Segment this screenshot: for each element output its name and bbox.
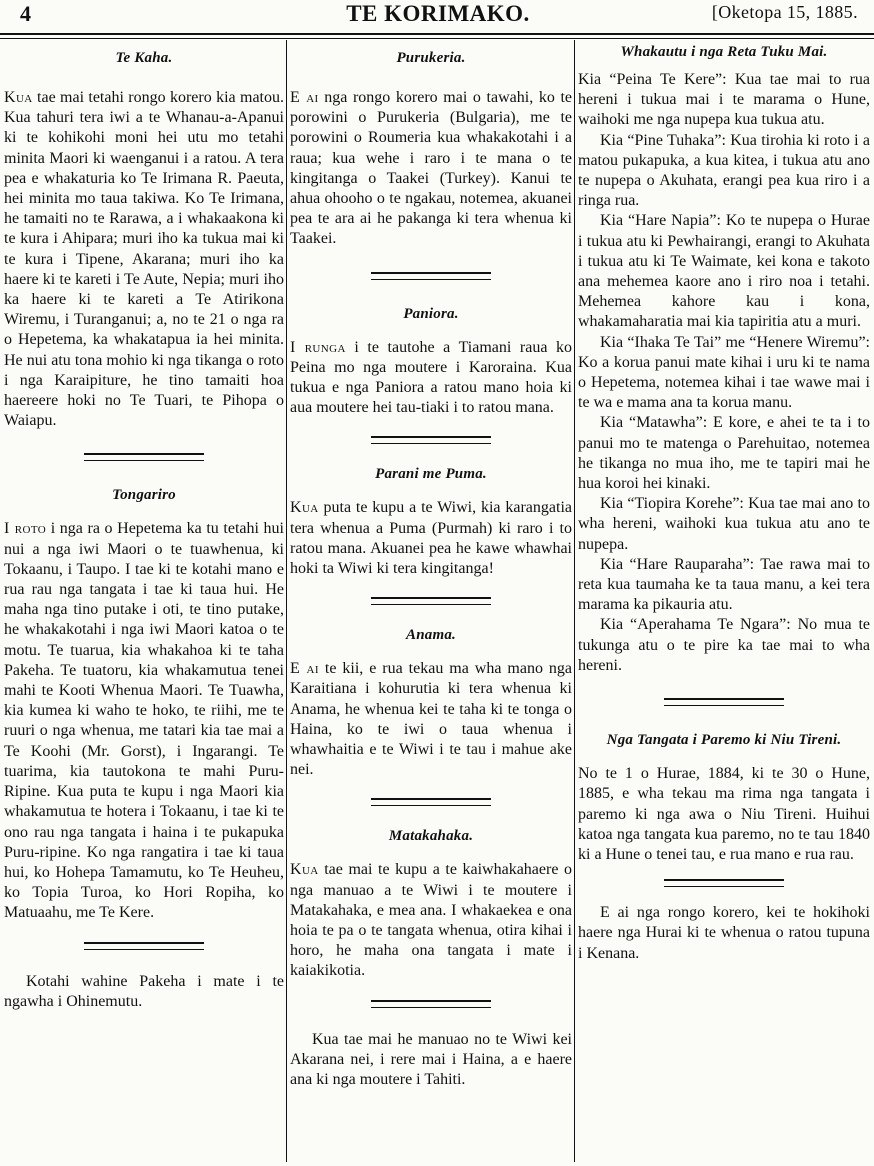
article-purukeria [290,50,572,250]
article-paragraph: Kia “Tiopira Korehe”: Kua tae mai ano to wha hereni, waihoki kua tukua atu ano te nupepa. [578,495,870,553]
article-heading: Nga Tangata i Paremo ki Niu Tireni. [606,732,842,749]
paragraph-text: nga rongo korero mai o tawahi, ko te porowini o Purukeria (Bulgaria), me te porowini o Roumeria kua whakakotahi i a raua; kua wehe i raro i te mana o te kingitanga o Taakei (Turkey). Kanui te ahua ohooho o te ngakau, notemea, akuanei pea te ara ai he pakanga ki tera whenua ki Taakei. [290,89,572,248]
article-ohinemutu [4,972,284,1012]
article-whakautu [578,44,870,676]
lead-word: I roto [4,520,47,538]
article-paragraph: Kua tae mai he manuao no te Wiwi kei Akarana nei, i rere mai i Haina, a e haere ana ki nga moutere i Tahiti. [290,1030,572,1089]
paragraph-text: puta te kupu a te Wiwi, kia karangatia tera whenua a Puma (Purmah) ki raro i to ratou mana. Akuanei pea he kawe whawhai hoki ta Wiwi ki tera kingitanga! [290,499,572,578]
article-paragraph: E ai nga rongo korero, kei te hokihoki haere nga Hurai ki te whenua o ratou tupuna i Kenana. [578,904,870,962]
article-paragraph: No te 1 o Hurae, 1884, ki te 30 o Hune, 1885, e wha tekau ma rima nga tangata i paremo ki nga awa o Niu Tireni. Huihui katoa nga tangata kua paremo, no te tau 1840 ki a Hune o tenei tau, e rua mano e rua rau. [578,765,870,863]
section-separator [84,942,204,950]
article-paragraph: Kia “Pine Tuhaka”: Kua tirohia ki roto i a matou pukapuka, a kua kitea, i tukua atu ano te nupepa o Akuhata, erangi pea kua riro i a ringa rua. [578,131,870,210]
column-middle [290,42,572,1162]
lead-word: E ai [290,660,319,678]
column-left [4,42,284,1162]
article-te-kaha [4,50,284,431]
article-paragraph [4,519,284,923]
article-paragraph: Kia “Peina Te Kere”: Kua tae mai to rua hereni i tukua mai i te marama o Hune, waihoki me nga nupepa kua tukua atu. [578,71,870,129]
article-heading: Te Kaha. [115,50,173,66]
article-anama [290,627,572,780]
paragraph-text: te kii, e rua tekau ma wha mano nga Karaitiana i kohurutia ki tera whenua ki Anama, he whenua kei te taha ki te tonga o Haina, ko te iwi o taua whenua i whawhaitia e te Wiwi i te tau i mahue ake nei. [290,660,572,779]
article-parani-me-puma [290,466,572,579]
section-separator [371,1000,491,1008]
article-heading: Purukeria. [396,50,466,66]
article-paremo [578,732,870,964]
article-paniora [290,306,572,419]
section-separator [371,436,491,444]
section-separator [371,597,491,605]
article-heading: Parani me Puma. [375,466,487,483]
lead-word: Kua [290,861,319,879]
article-heading: Paniora. [403,305,459,322]
article-paragraph: Kia “Hare Rauparaha”: Tae rawa mai to reta kua taumaha ke ta taua manu, a kei tera marama ka pikauria atu. [578,555,870,614]
article-paragraph: Kia “Hare Napia”: Ko te nupepa o Hurae i tukua atu ki Pewhairangi, erangi to Akuhata i tukua atu ki Te Waimate, kei kona e takoto ana mehemea kaore ano i riro noa i tetahi. Mehemea kahore kau i kona, whakamaharatia mai kia tapiritia atu a muri. [578,212,870,331]
article-paragraph [290,659,572,780]
paragraph-text: tae mai tetahi rongo korero kia matou. Kua tahuri tera iwi a te Whanau-a-Apanui ki te kohikohi moni hei utu mo tetahi minita Maori ki waenganui i a ratou. A tera pea e whakaturia ko Te Irimana R. Paeuta, hei minita mo taua takiwa. Ko Te Irimana, he tamaiti no te Rarawa, a i whakaakona ki te kura i Ahipara; muri iho ka tukua mai ki te kura i Tipene, Akarana; muri iho ka haere ki te kareti i Te Aute, Nepia; muri iho ka haere ki te kareti a Te Atirikona Wiremu, i Turanganui; a, no te 21 o nga ra o Hepetema, ka whakatapua ia hei minita. He nui atu tona mohio ki nga tikanga o roto i nga Karaipiture, he tino tamaiti hoa haereere hoki no Te Tuari, te Pihopa o Waiapu. [4,89,284,430]
article-paragraph [290,88,572,250]
article-heading: Whakautu i nga Reta Tuku Mai. [620,44,828,60]
article-paragraph: Kia “Ihaka Te Tai” me “Henere Wiremu”: Ko a korua panui mate kihai i uru ki te nama o Hepetema, notemea kihai i tae wawe mai i te wa e mama ana ta korua manu. [578,333,870,412]
article-manuao [290,1030,572,1091]
article-paragraph [290,498,572,579]
article-heading: Matakahaka. [388,828,474,845]
paragraph-text: i nga ra o Hepetema ka tu tetahi hui nui a nga iwi Maori o te tuawhenua, ki Tokaanu, i Taupo. I tae ki te kotahi mano e rua rau nga tangata i tae ki taua hui. He maha nga tino putake i oti, te tino putake, he whakakotahi i nga iwi Maori katoa o te motu. Te tuarua, kia whakahoa ki te taha Pakeha. Te tuatoru, kia whakamutua tenei mahi te Kooti Whenua Maori. Te Tuawha, kia kumea ki waho te hoko, te riihi, me te ruuri o nga whenua, me tatari kia tae mai a Te Koohi (Mr. Gorst), i Ingarangi. Te tuarima, kia tautokona te mahi Puru-Ripine. Kua puta te kupu i nga Maori kia whakamutua te hotera i Tokaanu, i tae ki te ono rau nga tangata i haina i te pukapuka Puru-ripine. Ko nga rangatira i tae ki taua hui, ko Hohepa Tamamutu, ko Te Heuheu, ko Topia Turoa, ko Hori Ropiha, ko Matuaahu, me Te Kere. [4,520,284,922]
section-separator [371,798,491,806]
article-paragraph: Kia “Matawha”: E kore, e ahei te ta i to panui mo te matenga o Parehuitao, notemea he tikanga no mua iho, me te tapiri mai he hua koroi hei kinaki. [578,414,870,493]
article-heading: Tongariro [112,487,176,504]
lead-word: E ai [290,89,319,106]
masthead-rule [0,33,874,39]
article-paragraph: Kotahi wahine Pakeha i mate i te ngawha i Ohinemutu. [4,972,284,1010]
article-paragraph: Kia “Aperahama Te Ngara”: No mua te tukunga atu o te pire ka tae mai to wha hereni. [578,616,870,674]
masthead [0,0,874,32]
lead-word: Kua [4,89,33,106]
lead-word: Kua [290,499,319,517]
section-separator [84,453,204,461]
article-heading: Anama. [406,627,456,644]
article-matakahaka [290,828,572,981]
newspaper-title: TE KORIMAKO. [346,1,530,26]
column-divider [574,40,575,1162]
lead-word: I runga [290,338,346,356]
page-number: 4 [20,1,31,26]
column-right [578,42,870,1162]
paragraph-text: i te tautohe a Tiamani raua ko Peina mo nga moutere i Karoraina. Kua tukua e nga Paniora a ratou mano hoia ki aua moutere hei tau-tiaki i to ratou mana. [290,338,572,417]
article-paragraph [4,88,284,431]
paragraph-text: tae mai te kupu a te kaiwhakahaere o nga manuao a te Wiwi i te moutere i Matakahaka, e mea ana. I whakaekea e ona hoia te pa o te tangata whenua, otira kihai i horo, he maha ona tangata i mate i kaiakikotia. [290,861,572,980]
section-separator [664,879,784,887]
article-paragraph [290,860,572,981]
column-divider [286,40,287,1162]
issue-date: [Oketopa 15, 1885. [711,2,858,22]
article-paragraph [290,338,572,419]
section-separator [371,272,491,280]
article-tongariro [4,487,284,923]
section-separator [664,698,784,706]
